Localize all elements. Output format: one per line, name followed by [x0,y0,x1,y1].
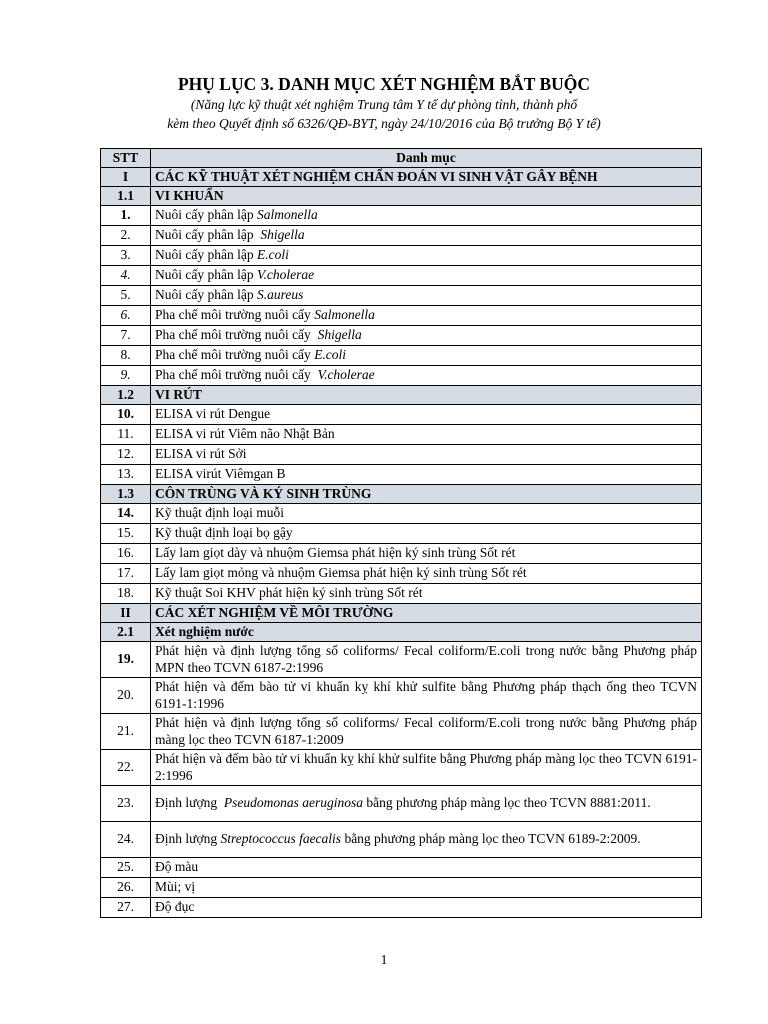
table-row [101,465,702,485]
row-description [151,678,702,714]
table-row [101,226,702,246]
row-stt: 10. [101,405,151,425]
row-description [151,714,702,750]
row-stt: 23. [101,786,151,822]
row-text: Định lượng [155,795,224,811]
table-row [101,445,702,465]
row-stt: 1.1 [101,187,151,206]
italic-term: Streptococcus faecalis [220,831,342,847]
row-stt: I [101,168,151,187]
table-row [101,306,702,326]
row-stt: 4. [101,266,151,286]
row-description [151,504,702,524]
page-title: PHỤ LỤC 3. DANH MỤC XÉT NGHIỆM BẮT BUỘC [177,74,591,94]
row-stt: 21. [101,714,151,750]
row-description [151,266,702,286]
row-description [151,584,702,604]
row-description: VI KHUẨN [151,187,702,206]
italic-term: Pseudomonas aeruginosa [223,795,363,811]
row-stt: 18. [101,584,151,604]
row-text: Độ màu [155,859,199,875]
row-description [151,564,702,584]
table-row [101,346,702,366]
italic-term: E.coli [314,347,347,363]
row-stt: 5. [101,286,151,306]
row-text: Kỹ thuật Soi KHV phát hiện ký sinh trùng Sốt rét [155,585,423,601]
table-row [101,524,702,544]
italic-term: Salmonella [256,207,318,223]
row-text: Lấy lam giọt dày và nhuộm Giemsa phát hiện ký sinh trùng Sốt rét [155,545,516,561]
row-stt: 11. [101,425,151,445]
row-text: Nuôi cấy phân lập [155,247,257,263]
italic-term: Salmonella [314,307,375,323]
row-text: ELISA vi rút Viêm não Nhật Bản [155,426,335,442]
row-stt: 25. [101,858,151,878]
row-text: ELISA virút Viêmgan B [155,466,286,482]
subsection-row [101,623,702,642]
row-description [151,306,702,326]
row-description: Xét nghiệm nước [151,623,702,642]
table-row [101,366,702,386]
row-text: Pha chế môi trường nuôi cấy [155,347,315,363]
table-row [101,678,702,714]
row-description [151,286,702,306]
page-number: 1 [380,952,388,967]
header-stt: STT [101,149,151,168]
row-stt: 12. [101,445,151,465]
row-description [151,425,702,445]
subsection-row [101,386,702,405]
table-row [101,206,702,226]
table-row [101,405,702,425]
table-row [101,564,702,584]
italic-term: S.aureus [256,287,304,303]
row-stt: 3. [101,246,151,266]
row-text: Kỹ thuật định loại bọ gậy [155,525,293,541]
section-row [101,168,702,187]
test-list-table [100,148,702,918]
row-text: Mùi; vị [155,879,196,895]
table-row [101,898,702,918]
row-stt: 1. [101,206,151,226]
row-text: Nuôi cấy phân lập [155,267,257,283]
row-stt: 15. [101,524,151,544]
row-description [151,822,702,858]
row-text: Phát hiện và định lượng tổng số coliforms/ Fecal coliform/E.coli trong nước bằng Phương pháp MPN theo TCVN 6187-2:1996 [155,643,701,675]
row-text: Kỹ thuật định loại muỗi [155,505,284,521]
row-stt: 1.3 [101,485,151,504]
row-text: Phát hiện và đếm bào tử vi khuẩn kỵ khí khử sulfite bằng Phương pháp màng lọc theo TCVN 6191-2:1996 [155,751,697,783]
table-row [101,504,702,524]
table-row [101,246,702,266]
row-text: Lấy lam giọt mỏng và nhuộm Giemsa phát hiện ký sinh trùng Sốt rét [155,565,527,581]
row-text: Nuôi cấy phân lập [155,287,257,303]
table-row [101,544,702,564]
section-row [101,604,702,623]
row-description [151,226,702,246]
table-row [101,326,702,346]
row-description [151,524,702,544]
row-description [151,326,702,346]
row-stt: 24. [101,822,151,858]
row-stt: 13. [101,465,151,485]
row-stt: 9. [101,366,151,386]
row-text: Phát hiện và đếm bào tử vi khuẩn kỵ khí khử sulfite bằng Phương pháp thạch ống theo TCVN 6191-1:1996 [155,679,701,711]
row-text: Phát hiện và định lượng tổng số coliforms/ Fecal coliform/E.coli trong nước bằng Phương pháp màng lọc theo TCVN 6187-1:2009 [155,715,701,747]
row-description: CÁC XÉT NGHIỆM VỀ MÔI TRƯỜNG [151,604,702,623]
row-text: Định lượng [155,831,221,847]
table-row [101,858,702,878]
row-stt: 22. [101,750,151,786]
table-row [101,425,702,445]
row-description [151,898,702,918]
row-description [151,346,702,366]
row-description [151,206,702,226]
row-text: Nuôi cấy phân lập [155,207,257,223]
row-description [151,878,702,898]
italic-term: V.cholerae [317,367,375,383]
row-stt: 19. [101,642,151,678]
subtitle-line-1: (Năng lực kỹ thuật xét nghiệm Trung tâm Y tế dự phòng tỉnh, thành phố [190,97,578,112]
row-text: Pha chế môi trường nuôi cấy [155,367,318,383]
table-row [101,750,702,786]
row-text: ELISA vi rút Dengue [155,406,271,422]
row-text: bằng phương pháp màng lọc theo TCVN 8881:2011. [362,795,651,811]
row-stt: 14. [101,504,151,524]
row-text: ELISA vi rút Sởi [155,446,247,462]
row-text: bằng phương pháp màng lọc theo TCVN 6189-2:2009. [341,831,641,847]
row-stt: 26. [101,878,151,898]
row-stt: 16. [101,544,151,564]
row-stt: 1.2 [101,386,151,405]
row-description [151,366,702,386]
italic-term: Shigella [317,327,362,343]
row-description [151,405,702,425]
row-description [151,750,702,786]
row-text: Nuôi cấy phân lập [155,227,261,243]
row-stt: 17. [101,564,151,584]
table-row [101,822,702,858]
row-stt: II [101,604,151,623]
row-stt: 27. [101,898,151,918]
row-text: Độ đục [155,899,195,915]
row-text: Pha chế môi trường nuôi cấy [155,307,315,323]
subsection-row [101,485,702,504]
table-row [101,642,702,678]
subtitle-line-2: kèm theo Quyết định số 6326/QĐ-BYT, ngày 24/10/2016 của Bộ trưởng Bộ Y tế) [167,116,601,131]
row-stt: 2.1 [101,623,151,642]
table-row [101,266,702,286]
row-description [151,445,702,465]
italic-term: V.cholerae [256,267,315,283]
header-danh-muc: Danh mục [151,149,702,168]
row-stt: 2. [101,226,151,246]
row-description: CÁC KỸ THUẬT XÉT NGHIỆM CHẨN ĐOÁN VI SINH VẬT GÂY BỆNH [151,168,702,187]
row-description [151,544,702,564]
row-description [151,642,702,678]
table-header-row [101,149,702,168]
row-stt: 20. [101,678,151,714]
row-stt: 8. [101,346,151,366]
row-text: Pha chế môi trường nuôi cấy [155,327,318,343]
table-row [101,786,702,822]
row-stt: 7. [101,326,151,346]
row-description [151,858,702,878]
subsection-row [101,187,702,206]
table-row [101,878,702,898]
row-description [151,465,702,485]
table-row [101,714,702,750]
row-description [151,786,702,822]
row-description [151,246,702,266]
italic-term: Shigella [260,227,305,243]
table-row [101,286,702,306]
italic-term: E.coli [256,247,289,263]
row-stt: 6. [101,306,151,326]
row-description: VI RÚT [151,386,702,405]
table-row [101,584,702,604]
row-description: CÔN TRÙNG VÀ KÝ SINH TRÙNG [151,485,702,504]
